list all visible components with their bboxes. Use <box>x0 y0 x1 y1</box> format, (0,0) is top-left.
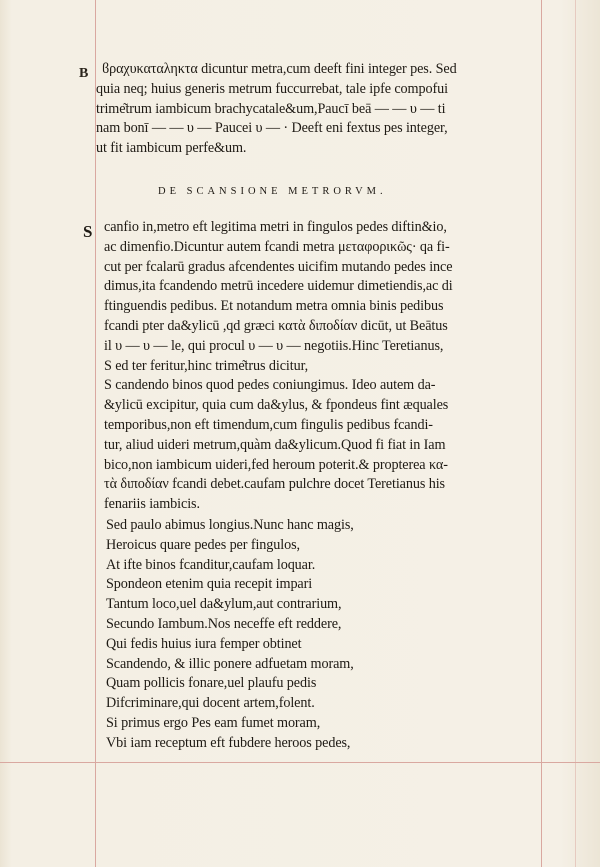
text-line: ftinguendis pedibus. Et notandum metra omnia binis pedibus <box>104 298 444 315</box>
verse-line: Sed paulo abimus longius.Nunc hanc magis, <box>106 517 354 533</box>
text-line: trime͂trum iambicum brachycatale&um,Paucī beā — — υ — ti <box>96 100 446 117</box>
text-line: canfio in,metro eft legitima metri in fingulos pedes diftin&io, <box>104 219 447 235</box>
text-line: τὰ διποδίαν fcandi debet.caufam pulchre docet Teretianus his <box>104 476 445 493</box>
verse-line: Si primus ergo Pes eam fumet moram, <box>106 714 321 731</box>
text-line: &ylicū excipitur, quia cum da&ylus, & fpondeus fint æquales <box>104 397 449 414</box>
text-line: tur, aliud uideri metrum,quàm da&ylicum.Quod fi fiat in Iam <box>104 436 446 453</box>
signature-mark: B <box>79 66 89 81</box>
verse-line: Difcriminare,qui docent artem,folent. <box>106 695 315 712</box>
verse-line: Qui fedis huius iura femper obtinet <box>106 635 302 652</box>
text-line: bico,non iambicum uideri,fed heroum poterit.& propterea κα- <box>104 456 448 473</box>
text-line: ut fit iambicum perfe&um. <box>96 140 247 157</box>
verse-quotation <box>96 516 542 754</box>
text-line: temporibus,non eft timendum,cum fingulis pedibus fcandi- <box>104 416 433 433</box>
verse-line: Tantum loco,uel da&ylum,aut contrarium, <box>106 596 342 613</box>
section-heading: DE SCANSIONE METRORVM. <box>158 186 387 197</box>
initial-letter: S <box>83 222 93 241</box>
prose-paragraph <box>104 218 540 515</box>
verse-line: Vbi iam receptum eft fubdere heroos pedes, <box>106 734 351 751</box>
text-line: ac dimenfio.Dicuntur autem fcandi metra μεταφορικῶς· qa fi- <box>104 238 450 255</box>
text-line: fenariis iambicis. <box>104 496 200 513</box>
text-line: fcandi pter da&ylicū ,qd græci κατὰ διποδίαν dicūt, ut Beātus <box>104 317 448 334</box>
text-line: dimus,ita fcandendo metrū incedere uidemur dimetiendis,ac di <box>104 278 453 295</box>
text-line: quia neq; huius generis metrum fuccurrebat, tale ipfe compofui <box>96 80 448 97</box>
opening-paragraph <box>96 60 542 159</box>
text-line: nam bonī — — υ — Paucei υ — · Deeft eni fextus pes integer, <box>96 120 448 137</box>
text-line: cut per fcalarū gradus afcendentes uicifim mutando pedes ince <box>104 258 453 275</box>
verse-line: At ifte binos fcanditur,caufam loquar. <box>106 556 316 573</box>
text-line: S candendo binos quod pedes coniungimus. Ideo autem da- <box>104 377 436 394</box>
text-line: S ed ter feritur,hinc trime͂trus dicitur, <box>104 357 309 374</box>
margin-rule-outer <box>575 0 576 867</box>
text-line: ϐραχυκαταληκτα dicuntur metra,cum deeft fini integer pes. Sed <box>102 61 457 77</box>
verse-line: Quam pollicis fonare,uel plaufu pedis <box>106 675 317 692</box>
margin-rule-bottom <box>0 762 600 763</box>
verse-line: Secundo Iambum.Nos neceffe eft reddere, <box>106 615 342 632</box>
verse-line: Heroicus quare pedes per fingulos, <box>106 536 300 553</box>
verse-line: Scandendo, & illic ponere adfuetam moram, <box>106 655 354 672</box>
text-line: il υ — υ — le, qui procul υ — υ — negotiis.Hinc Teretianus, <box>104 337 444 354</box>
verse-line: Spondeon etenim quia recepit impari <box>106 576 313 593</box>
